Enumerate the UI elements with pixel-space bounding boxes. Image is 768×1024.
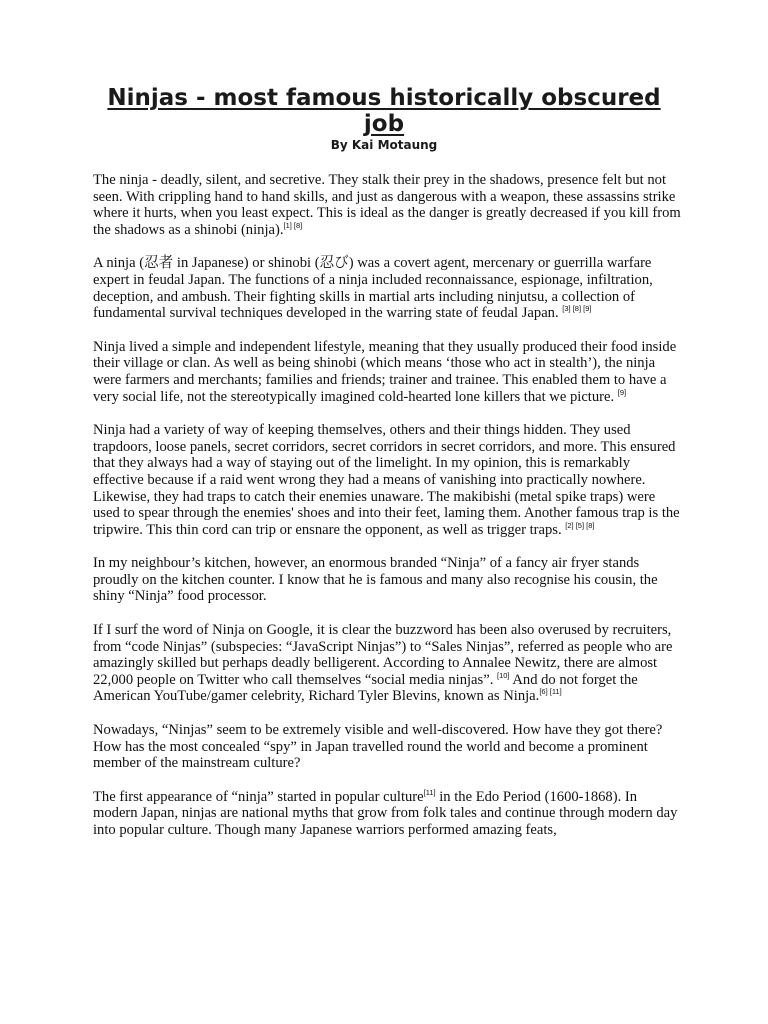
paragraph-edo-period	[93, 789, 681, 839]
paragraph-text: And do not forget the American YouTube/gamer celebrity, Richard Tyler Blevins, known as Ninja.	[93, 671, 638, 705]
paragraph-nowadays	[93, 722, 681, 772]
citation-ref: [6] [11]	[539, 687, 562, 697]
paragraph-hiding	[93, 422, 681, 538]
paragraph-text: In my neighbour’s kitchen, however, an enormous branded “Ninja” of a fancy air fryer stands proudly on the kitchen counter. I know that he is famous and many also recognise his cousin, the shiny “Ninja” food processor.	[93, 555, 658, 605]
paragraph-lifestyle	[93, 339, 681, 405]
paragraph-text: A ninja (忍者 in Japanese) or shinobi (忍び) was a covert agent, mercenary or guerrilla warfare expert in feudal Japan. The functions of a ninja included reconnaissance, espionage, infiltration, deception, and ambush. Their fighting skills in martial arts including ninjutsu, a collection of fundamental survival techniques developed in the warring state of feudal Japan.	[93, 255, 653, 322]
paragraph-buzzword	[93, 622, 681, 705]
paragraph-definition	[93, 255, 681, 321]
paragraph-intro	[93, 172, 681, 238]
document-title: Ninjas - most famous historically obscured job	[107, 85, 661, 137]
citation-ref: [9]	[617, 387, 627, 397]
paragraph-text: Ninja lived a simple and independent lifestyle, meaning that they usually produced their food inside their village or clan. As well as being shinobi (which means ‘those who act in stealth’), the ninja were farmers and merchants; families and friends; trainer and trainee. This enabled them to have a very social life, not the stereotypically imagined cold-hearted lone killers that we picture.	[93, 338, 677, 405]
paragraph-kitchen	[93, 555, 681, 605]
paragraph-text: Nowadays, “Ninjas” seem to be extremely visible and well-discovered. How have they got there? How has the most concealed “spy” in Japan travelled round the world and become a prominent member of the mainstream culture?	[93, 722, 663, 772]
citation-ref: [2] [5] [8]	[565, 520, 595, 530]
citation-ref: [1] [8]	[283, 220, 303, 230]
paragraph-text: If I surf the word of Ninja on Google, it is clear the buzzword has been also overused by recruiters, from “code Ninjas” (subspecies: “JavaScript Ninjas”) to “Sales Ninjas”, referred as people who are amazingly skilled but perhaps deadly belligerent. According to Annalee Newitz, there are almost 22,000 people on Twitter who call themselves “social media ninjas”.	[93, 622, 673, 688]
author-byline: By Kai Motaung	[330, 138, 438, 152]
paragraph-text: The first appearance of “ninja” started in popular culture	[93, 788, 424, 805]
paragraph-text: in the Edo Period (1600-1868). In modern Japan, ninjas are national myths that grow from folk tales and continue through modern day into popular culture. Though many Japanese warriors performed amazing feats,	[93, 788, 678, 838]
paragraph-text: The ninja - deadly, silent, and secretive. They stalk their prey in the shadows, presence felt but not seen. With crippling hand to hand skills, and just as dangerous with a weapon, these assassins strike where it hurts, when you least expect. This is ideal as the danger is greatly decreased if you kill from the shadows as a shinobi (ninja).	[93, 172, 681, 238]
paragraph-text: Ninja had a variety of way of keeping themselves, others and their things hidden. They used trapdoors, loose panels, secret corridors, secret corridors in secret corridors, and more. This ensured that they always had a way of staying out of the limelight. In my opinion, this is remarkably effective because if a raid went wrong they had a means of vanishing into practically nowhere. Likewise, they had traps to catch their enemies unaware. The makibishi (metal spike traps) were used to spear through the enemies' shoes and into their feet, laming them. Another famous trap is the tripwire. This thin cord can trip or ensnare the opponent, as well as trigger traps.	[93, 422, 680, 538]
citation-ref: [10]	[497, 670, 510, 680]
document-body	[93, 172, 681, 856]
citation-ref: [3] [8] [9]	[562, 304, 592, 314]
citation-ref: [11]	[423, 787, 436, 797]
